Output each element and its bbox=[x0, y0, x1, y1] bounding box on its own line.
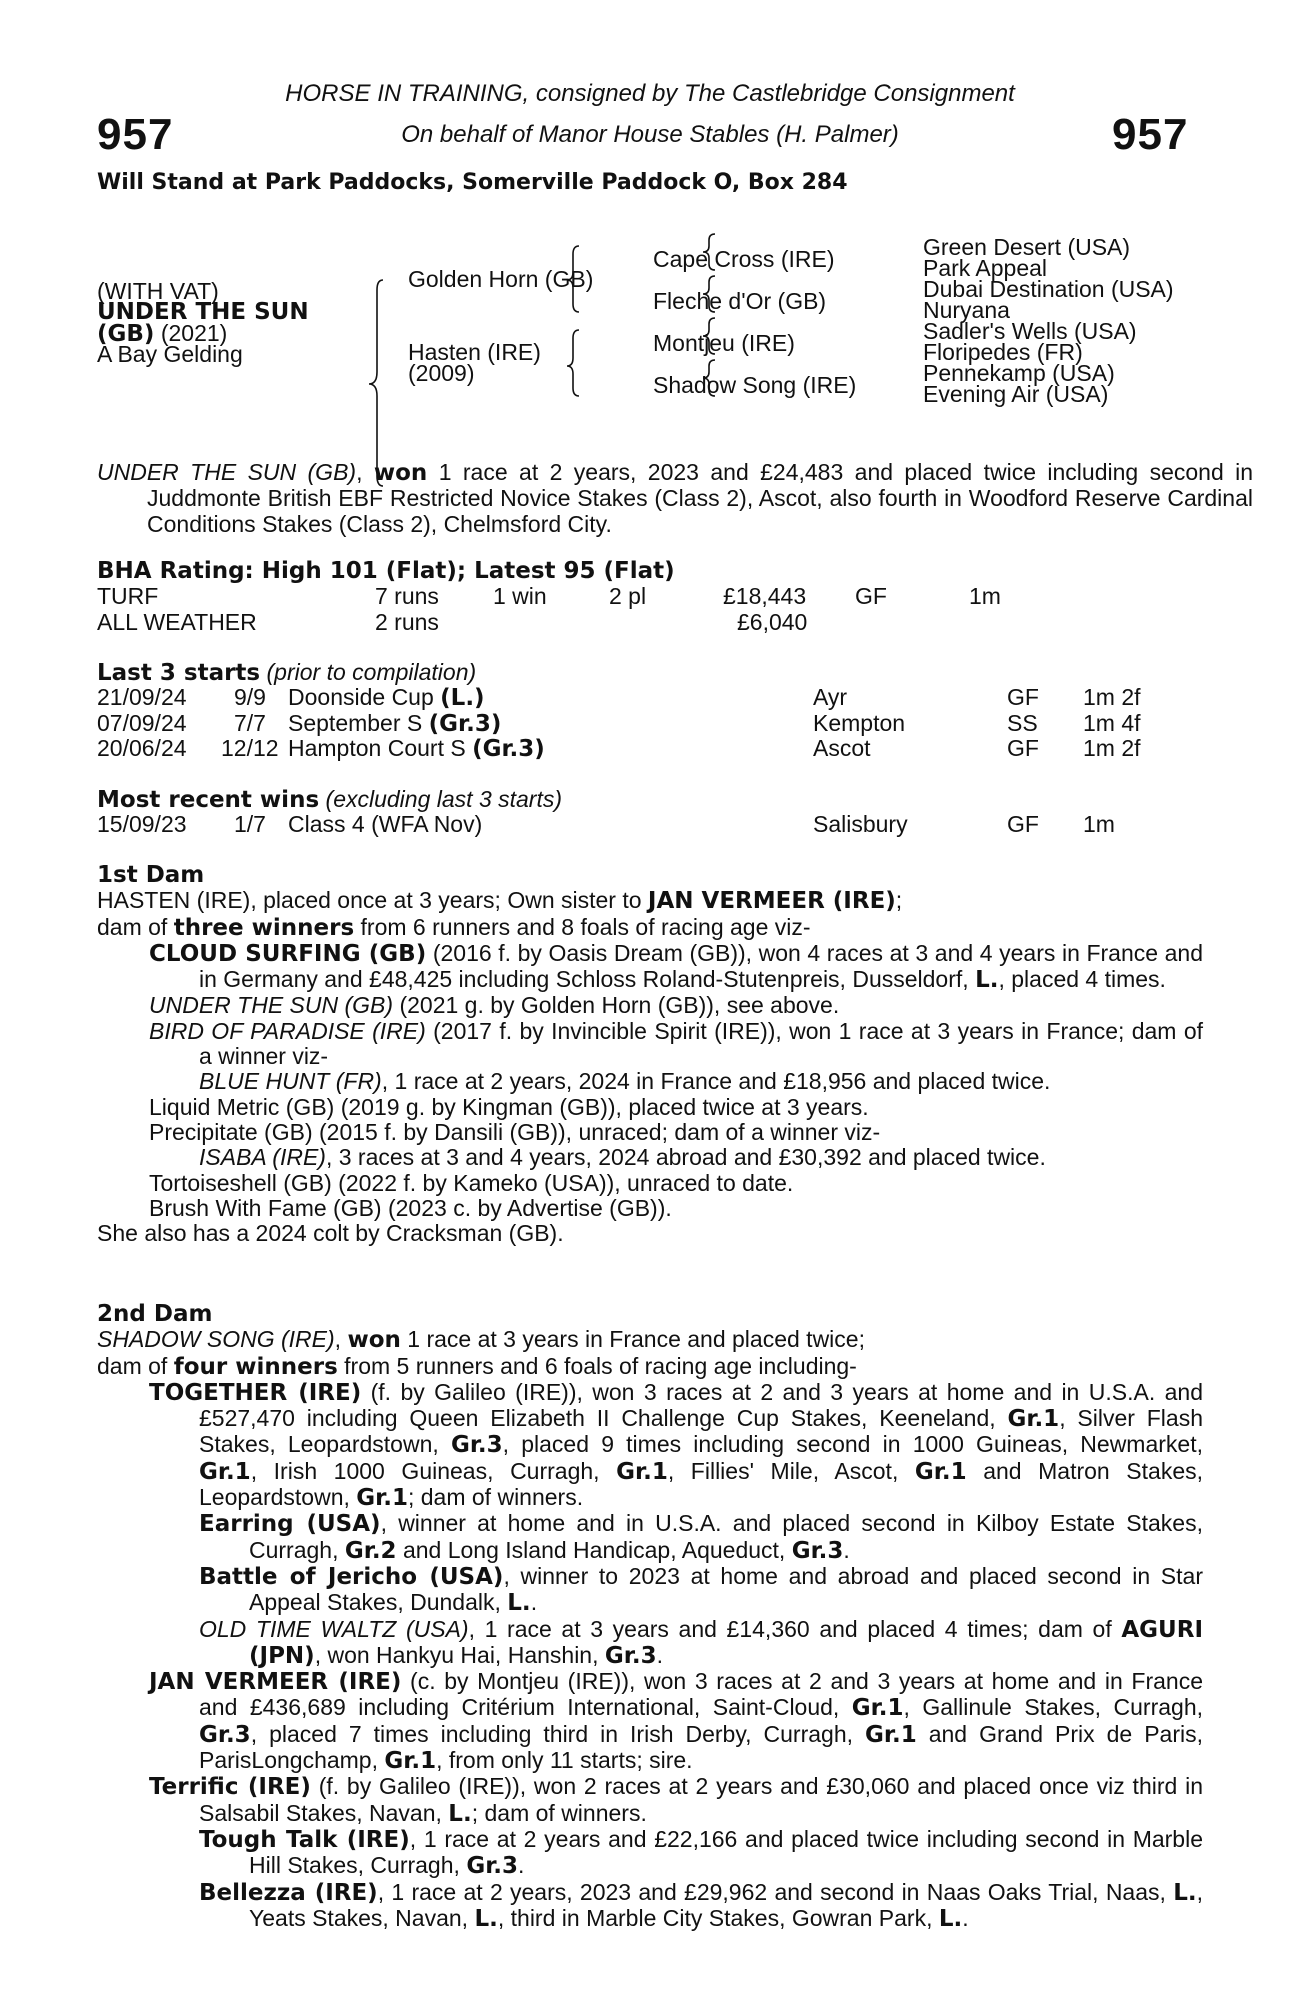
on-behalf-line: On behalf of Manor House Stables (H. Palmer) bbox=[401, 121, 899, 148]
produce-entry: TOGETHER (IRE) (f. by Galileo (IRE)), won 3 races at 2 and 3 years at home and in U.S.A. and £527,470 including Queen Elizabeth II Challenge Cup Stakes, Keeneland, Gr.1, Silver Flash Stakes, Leopardstown, Gr.3, placed 9 times including second in 1000 Guineas, Newmarket, Gr.1, Irish 1000 Guineas, Curragh, Gr.1, Fillies' Mile, Ascot, Gr.1 and Matron Stakes, Leopardstown, Gr.1; dam of winners. bbox=[149, 1378, 1204, 1512]
produce-entry: UNDER THE SUN (GB) (2021 g. by Golden Horn (GB)), see above. bbox=[149, 992, 840, 1019]
sire-sire: Cape Cross (IRE) bbox=[653, 246, 835, 272]
produce-entry: Earring (USA), winner at home and in U.S.A. and placed second in Kilboy Estate Stakes, Curragh, Gr.2 and Long Island Handicap, Aqueduct, Gr.3. bbox=[199, 1510, 1203, 1564]
recent-wins-heading: Most recent wins bbox=[97, 787, 320, 813]
last-3-starts-section: Last 3 starts (prior to compilation) 21/09/24 9/9 Doonside Cup (L.) Ayr GF 1m 2f 07/09/24 7/7 September S (Gr.3) Kempton SS 1m 4f 20/06/24 12/12 Hampton Court S (Gr.3) Ascot GF 1m 2f bbox=[97, 660, 1203, 761]
consignor-line: HORSE IN TRAINING, consigned by The Castlebridge Consignment bbox=[285, 80, 1015, 107]
gen3-7: Pennekamp (USA) bbox=[923, 360, 1115, 386]
bha-rating-heading: BHA Rating: High 101 (Flat); Latest 95 (Flat) bbox=[97, 558, 675, 584]
gen3-8: Evening Air (USA) bbox=[923, 381, 1109, 407]
produce-entry: CLOUD SURFING (GB) (2016 f. by Oasis Dream (GB)), won 4 races at 3 and 4 years in France and in Germany and £48,425 including Schloss Roland-Stutenpreis, Dusseldorf, L., placed 4 times. bbox=[149, 939, 1203, 994]
rating-row-allweather: ALL WEATHER 2 runs £6,040 bbox=[97, 608, 808, 635]
produce-entry: Bellezza (IRE), 1 race at 2 years, 2023 and £29,962 and second in Naas Oaks Trial, Naas, L., Yeats Stakes, Navan, L., third in Marble City Stakes, Gowran Park, L.. bbox=[199, 1878, 1203, 1932]
produce-entry: ISABA (IRE), 3 races at 3 and 4 years, 2024 abroad and £30,392 and placed twice. bbox=[199, 1144, 1046, 1171]
produce-entry: Tortoiseshell (GB) (2022 f. by Kameko (USA)), unraced to date. bbox=[149, 1169, 794, 1196]
second-dam-section: 2nd Dam SHADOW SONG (IRE), won 1 race at 3 years in France and placed twice; dam of four winners from 5 runners and 6 foals of racing age including- TOGETHER (IRE) (f. by Galileo (IRE)), won 3 races at 2 and 3 years at home and in U.S.A. and £527,470 including Queen Elizabeth II Challenge Cup Stakes, Keeneland, Gr.1, Silver Flash Stakes, Leopardstown, Gr.3, placed 9 times including second in 1000 Guineas, Newmarket, Gr.1, Irish 1000 Guineas, Curragh, Gr.1, Fillies' Mile, Ascot, Gr.1 and Matron Stakes, Leopardstown, Gr.1; dam of winners. Earring (USA), winner at home and in U.S.A. and placed second in Kilboy Estate Stakes, Curragh, Gr.2 and Long Island Handicap, Aqueduct, Gr.3. Battle of Jericho (USA), winner to 2023 at home and abroad and placed second in Star Appeal Stakes, Dundalk, L.. OLD TIME WALTZ (USA), 1 race at 3 years and £14,360 and placed 4 times; dam of AGURI (JPN), won Hankyu Hai, Hanshin, Gr.3. JAN VERMEER (IRE) (c. by Montjeu (IRE)), won 3 races at 2 and 3 years at home and in France and £436,689 including Critérium International, Saint-Cloud, Gr.1, Gallinule Stakes, Curragh, Gr.3, placed 7 times including third in Irish Derby, Curragh, Gr.1 and Grand Prix de Paris, ParisLongchamp, Gr.1, from only 11 starts; sire. Terrific (IRE) (f. by Galileo (IRE)), won 2 races at 2 years and £30,060 and placed once viz third in Salsabil Stakes, Navan, L.; dam of winners. Tough Talk (IRE), 1 race at 2 years and £22,166 and placed twice including second in Marble Hill Stakes, Curragh, Gr.3. Bellezza (IRE), 1 race at 2 years, 2023 and £29,962 and second in Naas Oaks Trial, Naas, L., Yeats Stakes, Navan, L., third in Marble City Stakes, Gowran Park, L.. bbox=[97, 1301, 1204, 1932]
produce-entry: Terrific (IRE) (f. by Galileo (IRE)), won 2 races at 2 years and £30,060 and placed once viz third in Salsabil Stakes, Navan, L.; dam of winners. bbox=[149, 1773, 1203, 1827]
produce-entry: BIRD OF PARADISE (IRE) (2017 f. by Invincible Spirit (IRE)), won 1 race at 3 years in France; dam of a winner viz- bbox=[149, 1017, 1204, 1070]
gen3-3: Dubai Destination (USA) bbox=[923, 276, 1174, 302]
bha-rating-section bbox=[97, 559, 1203, 635]
dam-name: Hasten (IRE) bbox=[408, 339, 541, 365]
first-dam-section: 1st Dam HASTEN (IRE), placed once at 3 years; Own sister to JAN VERMEER (IRE); dam of three winners from 6 runners and 8 foals of racing age viz- CLOUD SURFING (GB) (2016 f. by Oasis Dream (GB)), won 4 races at 3 and 4 years in France and in Germany and £48,425 including Schloss Roland-Stutenpreis, Dusseldorf, L., placed 4 times. UNDER THE SUN (GB) (2021 g. by Golden Horn (GB)), see above. BIRD OF PARADISE (IRE) (2017 f. by Invincible Spirit (IRE)), won 1 race at 3 years in France; dam of a winner viz- BLUE HUNT (FR), 1 race at 2 years, 2024 in France and £18,956 and placed twice. Liquid Metric (GB) (2019 g. by Kingman (GB)), placed twice at 3 years. Precipitate (GB) (2015 f. by Dansili (GB)), unraced; dam of a winner viz- ISABA (IRE), 3 races at 3 and 4 years, 2024 abroad and £30,392 and placed twice. Tortoiseshell (GB) (2022 f. by Kameko (USA)), unraced to date. Brush With Fame (GB) (2023 c. by Advertise (GB)). She also has a 2024 colt by Cracksman (GB). bbox=[97, 862, 1204, 1247]
produce-entry: Precipitate (GB) (2015 f. by Dansili (GB)), unraced; dam of a winner viz- bbox=[149, 1118, 881, 1145]
pedigree-table bbox=[97, 196, 1203, 496]
gen3-1: Green Desert (USA) bbox=[923, 234, 1131, 260]
start-row: 07/09/24 7/7 September S (Gr.3) Kempton SS 1m 4f bbox=[97, 709, 1141, 737]
produce-entry: OLD TIME WALTZ (USA), 1 race at 3 years and £14,360 and placed 4 times; dam of AGURI (JPN), won Hankyu Hai, Hanshin, Gr.3. bbox=[199, 1615, 1203, 1669]
gen3-6: Floripedes (FR) bbox=[923, 339, 1083, 365]
dam-year: (2009) bbox=[408, 360, 475, 386]
produce-entry: Battle of Jericho (USA), winner to 2023 at home and abroad and placed second in Star Appeal Stakes, Dundalk, L.. bbox=[199, 1562, 1203, 1617]
dam-sire: Montjeu (IRE) bbox=[653, 330, 795, 356]
start-row: 21/09/24 9/9 Doonside Cup (L.) Ayr GF 1m 2f bbox=[97, 684, 1141, 712]
horse-name: UNDER THE SUN bbox=[97, 299, 309, 325]
recent-wins-section: Most recent wins (excluding last 3 starts) 15/09/23 1/7 Class 4 (WFA Nov) Salisbury GF 1m bbox=[97, 787, 1203, 838]
rating-row-turf: TURF 7 runs 1 win 2 pl £18,443 GF 1m bbox=[97, 583, 1001, 610]
produce-entry: JAN VERMEER (IRE) (c. by Montjeu (IRE)), won 3 races at 2 and 3 years at home and in France and £436,689 including Critérium International, Saint-Cloud, Gr.1, Gallinule Stakes, Curragh, Gr.3, placed 7 times including third in Irish Derby, Curragh, Gr.1 and Grand Prix de Paris, ParisLongchamp, Gr.1, from only 11 starts; sire. bbox=[149, 1668, 1203, 1775]
vat-label: (WITH VAT) bbox=[97, 278, 219, 304]
dam-dam: Shadow Song (IRE) bbox=[653, 372, 857, 398]
produce-entry: Brush With Fame (GB) (2023 c. by Advertise (GB)). bbox=[149, 1194, 672, 1221]
start-row: 20/06/24 12/12 Hampton Court S (Gr.3) Ascot GF 1m 2f bbox=[97, 734, 1141, 762]
gen3-2: Park Appeal bbox=[923, 255, 1048, 281]
horse-country: (GB) bbox=[97, 321, 155, 347]
last-3-heading: Last 3 starts bbox=[97, 660, 261, 686]
first-dam-heading: 1st Dam bbox=[97, 862, 205, 888]
stand-location: Will Stand at Park Paddocks, Somerville Paddock O, Box 284 bbox=[97, 170, 848, 195]
race-summary: UNDER THE SUN (GB), won 1 race at 2 years, 2023 and £24,483 and placed twice including second in Juddmonte British EBF Restricted Novice Stakes (Class 2), Ascot, also fourth in Woodford Reserve Cardinal Conditions Stakes (Class 2), Chelmsford City. bbox=[97, 459, 1254, 537]
gen3-4: Nuryana bbox=[923, 297, 1010, 323]
win-row: 15/09/23 1/7 Class 4 (WFA Nov) Salisbury GF 1m bbox=[97, 811, 1115, 838]
produce-entry: BLUE HUNT (FR), 1 race at 2 years, 2024 in France and £18,956 and placed twice. bbox=[199, 1068, 1051, 1095]
sire-dam: Fleche d'Or (GB) bbox=[653, 288, 827, 314]
horse-year: (2021) bbox=[154, 320, 228, 346]
sire-name: Golden Horn (GB) bbox=[408, 266, 594, 292]
produce-entry: Tough Talk (IRE), 1 race at 2 years and £22,166 and placed twice including second in Marble Hill Stakes, Curragh, Gr.3. bbox=[199, 1825, 1204, 1880]
produce-entry: Liquid Metric (GB) (2019 g. by Kingman (GB)), placed twice at 3 years. bbox=[149, 1093, 869, 1120]
lot-number-right: 957 bbox=[1112, 110, 1189, 159]
gen3-5: Sadler's Wells (USA) bbox=[923, 318, 1137, 344]
second-dam-heading: 2nd Dam bbox=[97, 1301, 213, 1327]
also-has-note: She also has a 2024 colt by Cracksman (GB). bbox=[97, 1220, 564, 1247]
horse-description: A Bay Gelding bbox=[97, 341, 243, 367]
lot-number-left: 957 bbox=[97, 110, 174, 159]
